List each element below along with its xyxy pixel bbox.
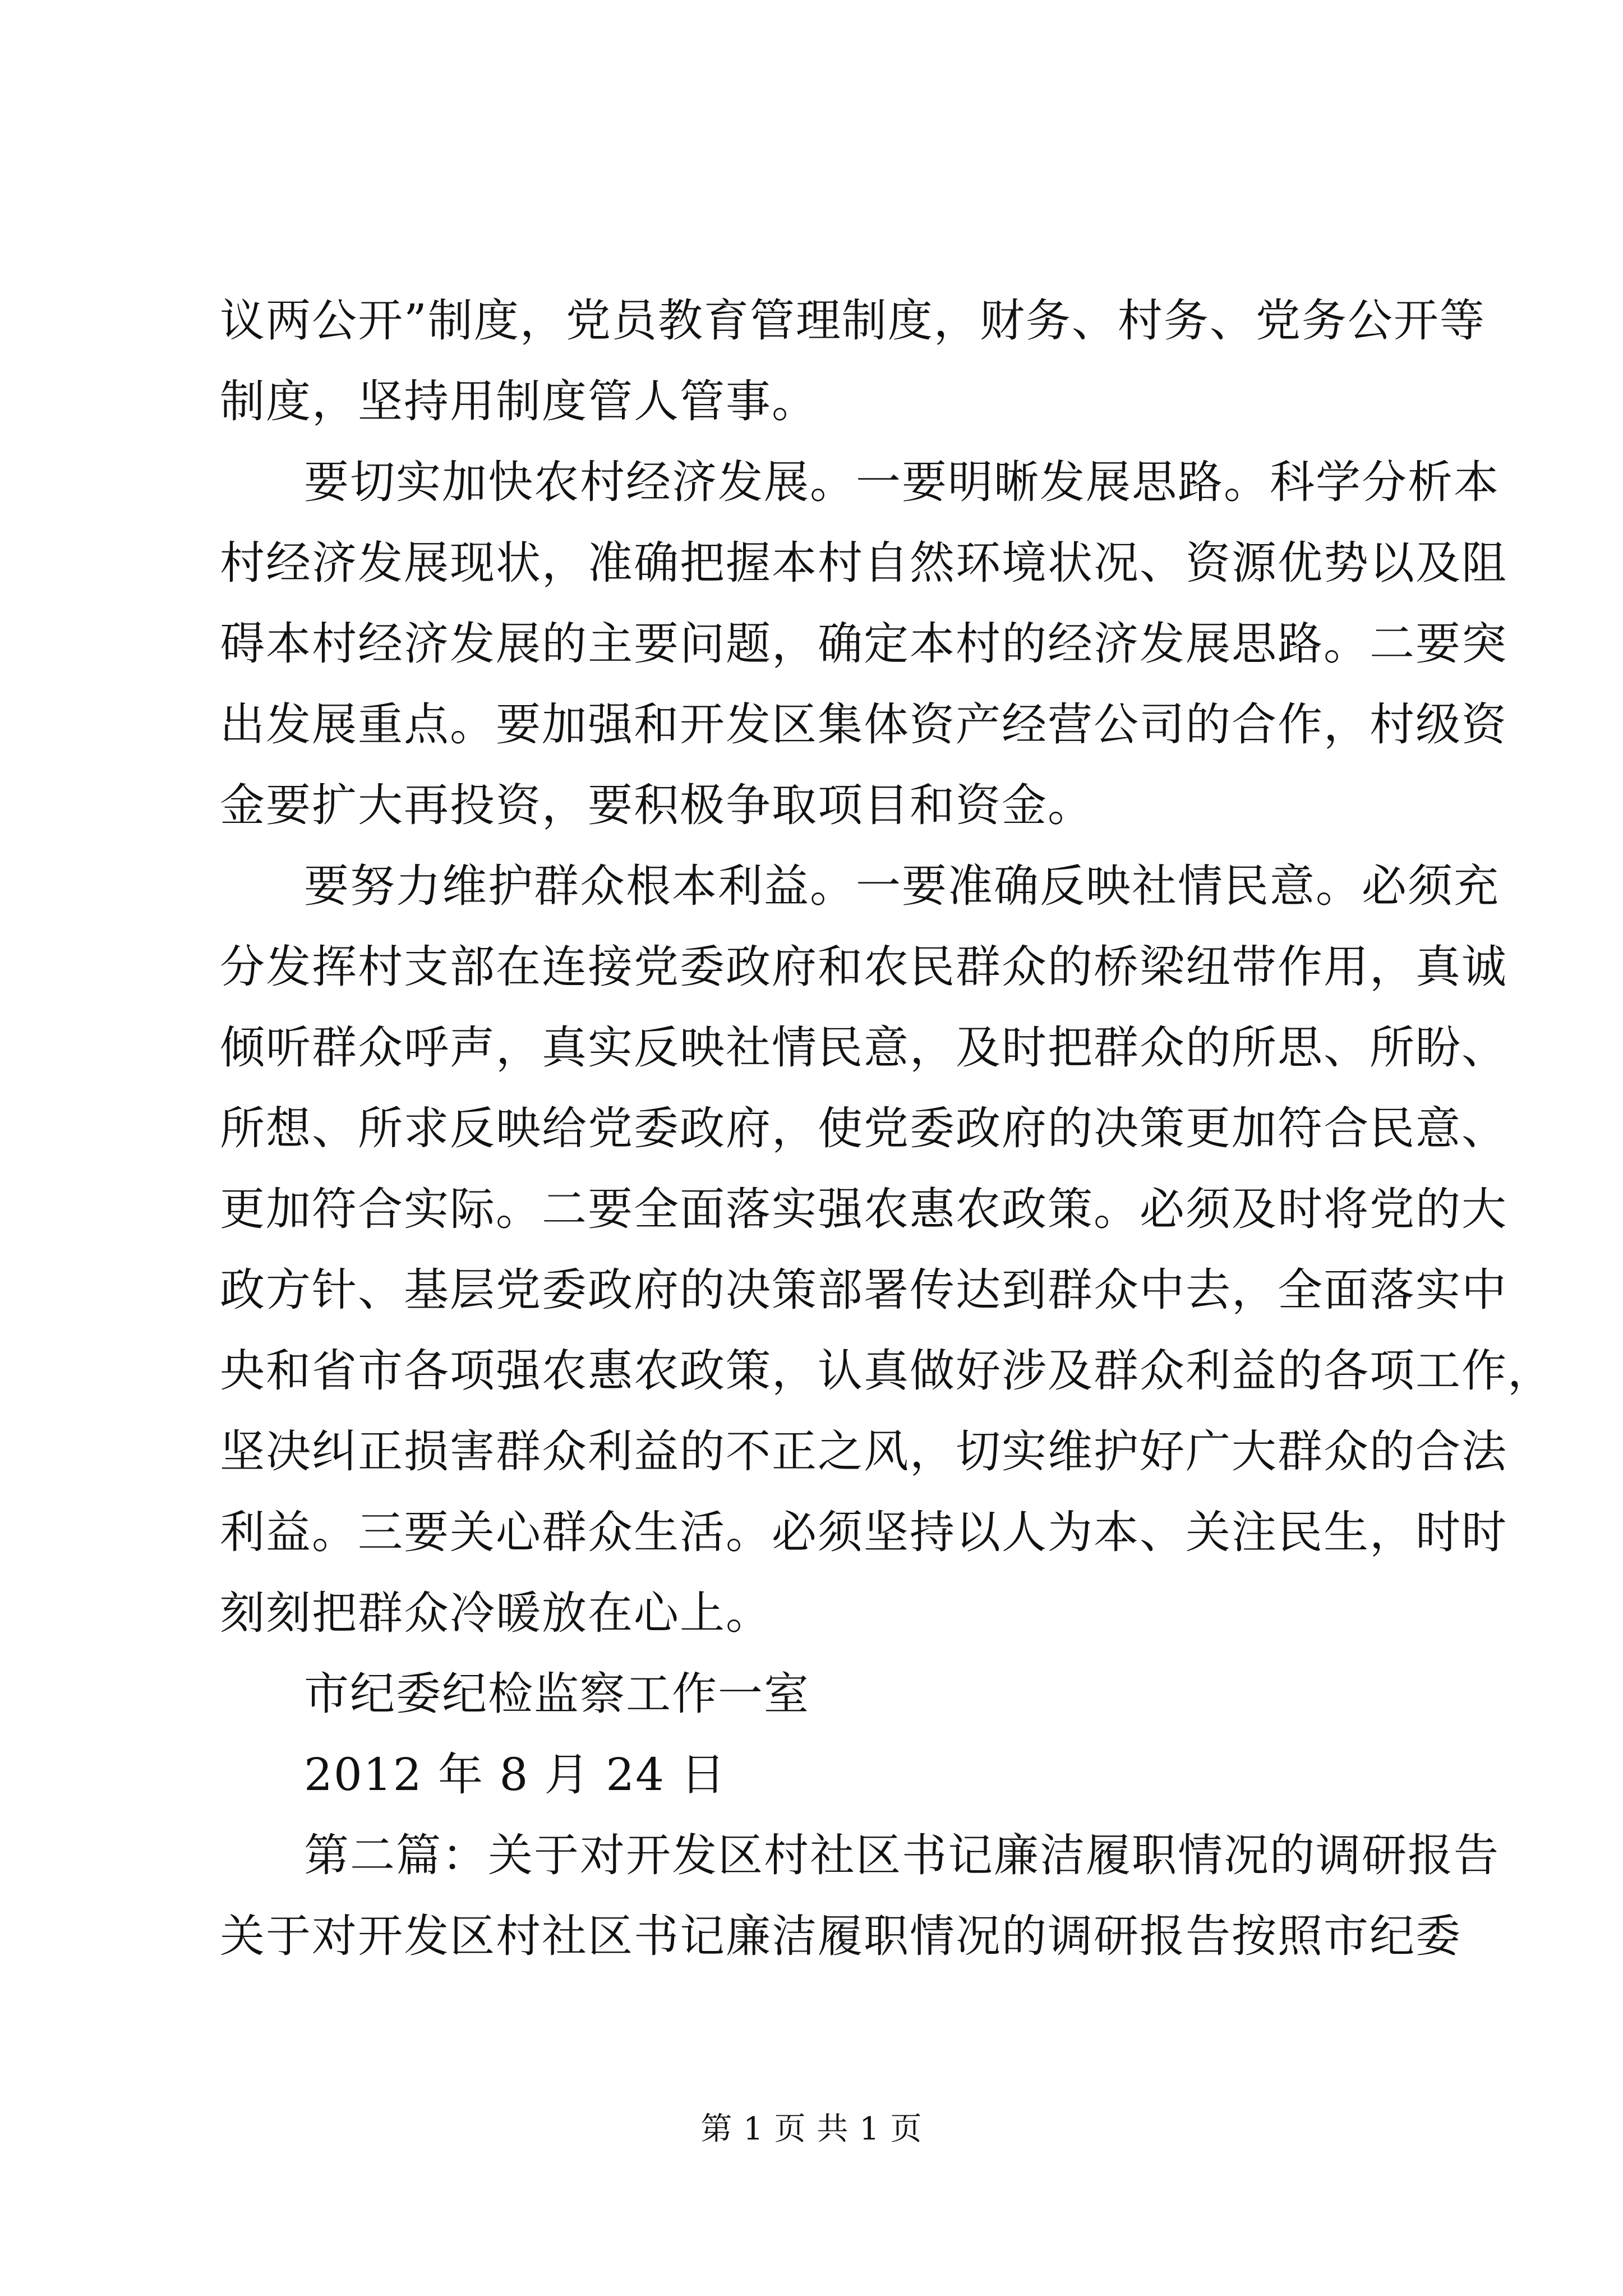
page-number-footer: 第 1 页 共 1 页 xyxy=(700,2111,923,2147)
signature-date: 2012 年 8 月 24 日 xyxy=(304,1749,727,1801)
text-line: 央和省市各项强农惠农政策，认真做好涉及群众利益的各项工作， xyxy=(220,1345,1553,1397)
text-line: 倾听群众呼声，真实反映社情民意，及时把群众的所思、所盼、 xyxy=(220,1022,1507,1074)
text-line: 刻刻把群众冷暖放在心上。 xyxy=(220,1587,772,1639)
text-line: 村经济发展现状，准确把握本村自然环境状况、资源优势以及阻 xyxy=(220,537,1507,589)
text-line: 更加符合实际。二要全面落实强农惠农政策。必须及时将党的大 xyxy=(220,1183,1507,1235)
text-line: 利益。三要关心群众生活。必须坚持以人为本、关注民生，时时 xyxy=(220,1506,1507,1558)
paragraph-start-line: 要切实加快农村经济发展。一要明晰发展思路。科学分析本 xyxy=(304,456,1500,508)
text-line: 坚决纠正损害群众利益的不正之风，切实维护好广大群众的合法 xyxy=(220,1425,1507,1478)
text-line: 碍本村经济发展的主要问题，确定本村的经济发展思路。二要突 xyxy=(220,618,1507,670)
signature-organization: 市纪委纪检监察工作一室 xyxy=(304,1668,810,1720)
document-body xyxy=(220,280,1553,1977)
text-line: 金要扩大再投资，要积极争取项目和资金。 xyxy=(220,779,1094,831)
text-line: 制度，坚持用制度管人管事。 xyxy=(220,375,818,427)
text-line: 政方针、基层党委政府的决策部署传达到群众中去，全面落实中 xyxy=(220,1264,1507,1316)
paragraph-start-line: 要努力维护群众根本利益。一要准确反映社情民意。必须充 xyxy=(304,860,1500,912)
text-line: 出发展重点。要加强和开发区集体资产经营公司的合作，村级资 xyxy=(220,698,1507,751)
text-line: 关于对开发区村社区书记廉洁履职情况的调研报告按照市纪委 xyxy=(220,1910,1461,1962)
section-heading: 第二篇：关于对开发区村社区书记廉洁履职情况的调研报告 xyxy=(304,1829,1500,1881)
text-line: 议两公开”制度，党员教育管理制度，财务、村务、党务公开等 xyxy=(220,295,1486,347)
text-line: 所想、所求反映给党委政府，使党委政府的决策更加符合民意、 xyxy=(220,1102,1507,1154)
text-line: 分发挥村支部在连接党委政府和农民群众的桥梁纽带作用，真诚 xyxy=(220,941,1507,993)
